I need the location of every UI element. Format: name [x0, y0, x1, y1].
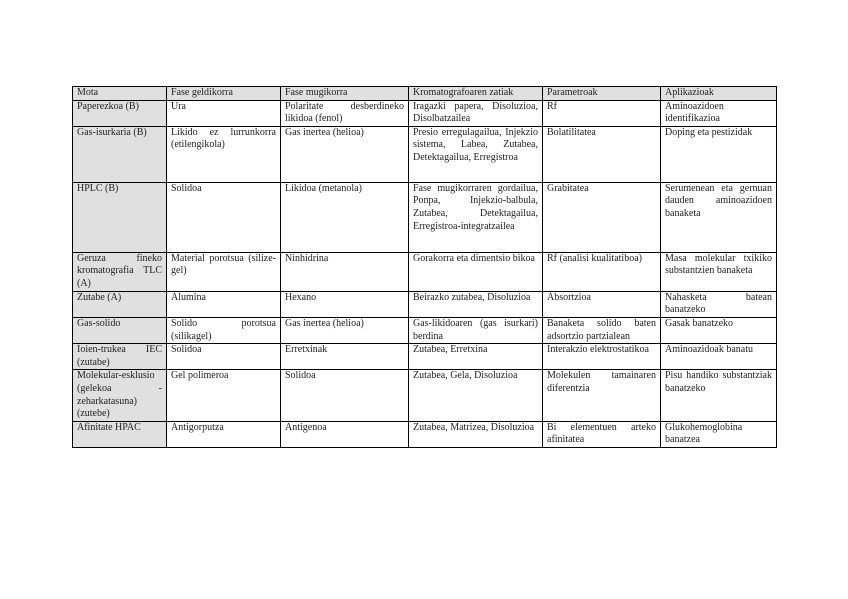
- type-cell: Ioien-trukea IEC (zutabe): [73, 344, 167, 370]
- stationary-phase-cell: Material porotsua (silize-gel): [167, 252, 281, 291]
- type-cell: Zutabe (A): [73, 291, 167, 317]
- mobile-phase-cell: Antigenoa: [281, 421, 409, 447]
- type-cell: Paperezkoa (B): [73, 100, 167, 126]
- parameters-cell: Absortzioa: [543, 291, 661, 317]
- components-cell: Presio erregulagailua, Injekzio sistema, Labea, Zutabea, Detektagailua, Erregistroa: [409, 126, 543, 182]
- type-cell: Gas-isurkaria (B): [73, 126, 167, 182]
- parameters-cell: Rf: [543, 100, 661, 126]
- parameters-cell: Rf (analisi kualitatiboa): [543, 252, 661, 291]
- type-cell: Molekular-esklusio (gelekoa - zeharkatasuna) (zutebe): [73, 370, 167, 421]
- table-row: [73, 370, 777, 421]
- mobile-phase-cell: Gas inertea (helioa): [281, 126, 409, 182]
- components-cell: Gorakorra eta dimentsio bikoa: [409, 252, 543, 291]
- mobile-phase-cell: Gas inertea (helioa): [281, 317, 409, 343]
- stationary-phase-cell: Ura: [167, 100, 281, 126]
- mobile-phase-cell: Likidoa (metanola): [281, 182, 409, 252]
- applications-cell: Masa molekular txikiko substantzien banaketa: [661, 252, 777, 291]
- components-cell: Fase mugikorraren gordailua, Ponpa, Injekzio-balbula, Zutabea, Detektagailua, Erregistroa-integratzailea: [409, 182, 543, 252]
- parameters-cell: Banaketa solido baten adsortzio partzialean: [543, 317, 661, 343]
- type-cell: HPLC (B): [73, 182, 167, 252]
- type-cell: Geruza fineko kromatografia TLC (A): [73, 252, 167, 291]
- components-cell: Zutabea, Gela, Disoluzioa: [409, 370, 543, 421]
- components-cell: Beirazko zutabea, Disoluzioa: [409, 291, 543, 317]
- stationary-phase-cell: Alumina: [167, 291, 281, 317]
- stationary-phase-cell: Likido ez lurrunkorra (etilengikola): [167, 126, 281, 182]
- table-row: [73, 182, 777, 252]
- mobile-phase-cell: Ninhidrina: [281, 252, 409, 291]
- table-row: [73, 252, 777, 291]
- column-header-parametroak: Parametroak: [543, 87, 661, 101]
- table-row: [73, 421, 777, 447]
- column-header-aplikazioak: Aplikazioak: [661, 87, 777, 101]
- components-cell: Zutabea, Erretxina: [409, 344, 543, 370]
- table-row: [73, 291, 777, 317]
- parameters-cell: Bolatilitatea: [543, 126, 661, 182]
- components-cell: Iragazki papera, Disoluzioa, Disolbatzailea: [409, 100, 543, 126]
- parameters-cell: Molekulen tamainaren diferentzia: [543, 370, 661, 421]
- applications-cell: Glukohemoglobina banatzea: [661, 421, 777, 447]
- parameters-cell: Grabitatea: [543, 182, 661, 252]
- applications-cell: Aminoazidoen identifikazioa: [661, 100, 777, 126]
- applications-cell: Aminoazidoak banatu: [661, 344, 777, 370]
- parameters-cell: Interakzio elektrostatikoa: [543, 344, 661, 370]
- mobile-phase-cell: Hexano: [281, 291, 409, 317]
- applications-cell: Doping eta pestizidak: [661, 126, 777, 182]
- applications-cell: Gasak banatzeko: [661, 317, 777, 343]
- column-header-fase-geldikorra: Fase geldikorra: [167, 87, 281, 101]
- mobile-phase-cell: Solidoa: [281, 370, 409, 421]
- table-header-row: [73, 87, 777, 101]
- components-cell: Gas-likidoaren (gas isurkari) berdina: [409, 317, 543, 343]
- column-header-fase-mugikorra: Fase mugikorra: [281, 87, 409, 101]
- table-row: [73, 126, 777, 182]
- stationary-phase-cell: Gel polimeroa: [167, 370, 281, 421]
- column-header-kromatografoaren-zatiak: Kromatografoaren zatiak: [409, 87, 543, 101]
- table-row: [73, 344, 777, 370]
- table-row: [73, 100, 777, 126]
- stationary-phase-cell: Solido porotsua (silikagel): [167, 317, 281, 343]
- mobile-phase-cell: Polaritate desberdineko likidoa (fenol): [281, 100, 409, 126]
- applications-cell: Pisu handiko substantziak banatzeko: [661, 370, 777, 421]
- stationary-phase-cell: Solidoa: [167, 182, 281, 252]
- stationary-phase-cell: Antigorputza: [167, 421, 281, 447]
- parameters-cell: Bi elementuen arteko afinitatea: [543, 421, 661, 447]
- column-header-mota: Mota: [73, 87, 167, 101]
- table-row: [73, 317, 777, 343]
- components-cell: Zutabea, Matrizea, Disoluzioa: [409, 421, 543, 447]
- applications-cell: Nahasketa batean banatzeko: [661, 291, 777, 317]
- stationary-phase-cell: Solidoa: [167, 344, 281, 370]
- chromatography-table: [72, 86, 777, 448]
- applications-cell: Serumenean eta gernuan dauden aminoazidoen banaketa: [661, 182, 777, 252]
- type-cell: Afinitate HPAC: [73, 421, 167, 447]
- type-cell: Gas-solido: [73, 317, 167, 343]
- mobile-phase-cell: Erretxinak: [281, 344, 409, 370]
